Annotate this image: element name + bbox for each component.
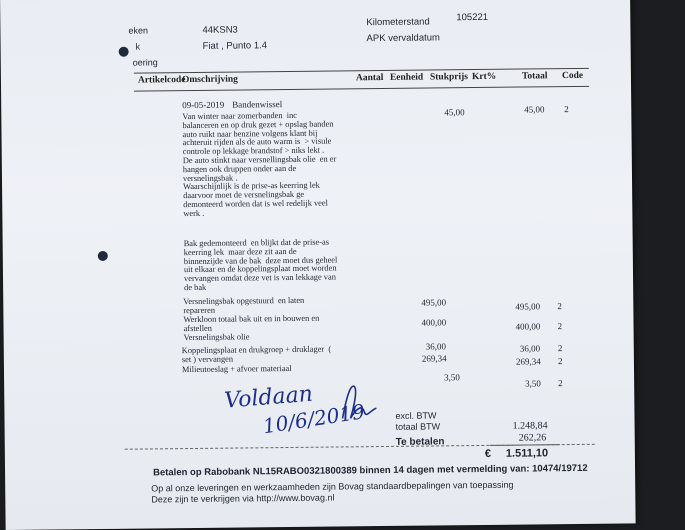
handwritten-date: 10/6/2019 bbox=[261, 399, 367, 439]
punch-hole bbox=[98, 251, 108, 261]
kenteken-value: 44KSN3 bbox=[202, 24, 238, 36]
list-item-code: 2 bbox=[557, 343, 563, 354]
list-item-desc: Milieutoeslag + afvoer materiaal bbox=[181, 363, 292, 375]
kilometerstand-value: 105221 bbox=[456, 11, 489, 24]
apk-label: APK vervaldatum bbox=[366, 32, 440, 45]
kenteken-label: eken bbox=[128, 25, 149, 36]
list-item-stukprijs: 400,00 bbox=[421, 317, 447, 328]
list-item-totaal: 3,50 bbox=[525, 378, 541, 389]
te-betalen-value: 1.511,10 bbox=[505, 447, 549, 460]
list-item-code: 2 bbox=[557, 356, 563, 367]
list-item-stukprijs: 269,34 bbox=[421, 353, 447, 364]
btw-label: totaal BTW bbox=[395, 421, 441, 432]
terms-line-1: Op al onze leveringen en werkzaamheden zijn Bovag standaardbepalingen van toepassing bbox=[151, 479, 514, 494]
col-stukprijs: Stukprijs bbox=[429, 72, 469, 83]
list-item-stukprijs: 495,00 bbox=[421, 297, 447, 308]
te-betalen-label: Te betalen bbox=[395, 436, 445, 448]
payment-instructions: Betalen op Rabobank NL15RABO0321800389 binnen 14 dagen met vermelding van: 10474/19712 bbox=[153, 462, 588, 479]
description-block-2: Bak gedemonteerd en blijkt dat de prise-as keerring lek maar deze zit aan de binnenzijde van de bak deze moet dus geheel uit elkaar en de koppelingsplaat moet worden vervangen omdat deze vet is van lekkage van de bak bbox=[183, 237, 338, 293]
list-item-desc: Koppelingsplaat en drukgroep + druklager ( set ) vervangen bbox=[181, 344, 332, 364]
line-date: 09-05-2019 bbox=[182, 99, 225, 111]
signature-scribble bbox=[336, 378, 380, 422]
col-eenheid: Eenheid bbox=[389, 72, 424, 83]
list-item-code: 2 bbox=[558, 378, 563, 389]
list-item-desc: Versnelingsbak opgestuurd en laten repareren bbox=[183, 295, 305, 315]
list-item-totaal: 495,00 bbox=[515, 301, 541, 312]
list-item-stukprijs: 36,00 bbox=[425, 341, 447, 352]
terms-line-2: Deze zijn te verkrijgen via http://www.bovag.nl bbox=[151, 492, 335, 505]
line-stukprijs: 45,00 bbox=[444, 107, 465, 118]
list-item-totaal: 36,00 bbox=[519, 343, 541, 354]
merk-value: Fiat , Punto 1.4 bbox=[202, 40, 268, 52]
merk-label: k bbox=[135, 41, 141, 52]
list-item-desc: Werkloon totaal bak uit en in bouwen en afstellen bbox=[183, 313, 320, 333]
col-artikelcode: Artikelcode bbox=[137, 75, 186, 86]
col-krt: Krt% bbox=[471, 71, 497, 83]
btw-value: 262,26 bbox=[518, 432, 547, 444]
excl-btw-label: excl. BTW bbox=[395, 410, 437, 421]
omschrijving-label: oering bbox=[132, 57, 158, 68]
list-item-code: 2 bbox=[557, 321, 563, 332]
list-item-code: 2 bbox=[557, 301, 562, 312]
col-code: Code bbox=[561, 70, 584, 82]
col-omschrijving: Omschrijving bbox=[181, 74, 238, 86]
col-totaal: Totaal bbox=[521, 71, 548, 82]
line-code: 2 bbox=[564, 104, 569, 115]
handwritten-paid-note: Voldaan bbox=[223, 381, 314, 414]
punch-hole bbox=[119, 47, 129, 57]
line-totaal: 45,00 bbox=[524, 104, 545, 115]
list-item-totaal: 269,34 bbox=[515, 356, 541, 367]
list-item-totaal: 400,00 bbox=[515, 321, 541, 332]
kilometerstand-label: Kilometerstand bbox=[366, 16, 430, 29]
list-item-desc: Versnelingsbak olie bbox=[183, 332, 250, 343]
col-aantal: Aantal bbox=[355, 72, 384, 84]
description-block-1: Van winter naar zomerbanden inc balanceren en op druk gezet + opslag banden auto ruikt naar benzine volgens klant bij achteruit rijden als de auto warm is > visule controle op lekkage brandstof > niks lekt . De auto stinkt naar versnellingsbak olie en er hangen ook druppen onder aan de versnelingsbak . Waarschijnlijk is de prise-as keerring lek daarvoor moet de versnelingsbak ge demonteerd worden dat is wel redelijk veel werk . bbox=[182, 110, 337, 218]
currency-symbol: € bbox=[484, 447, 492, 460]
table-header bbox=[134, 68, 589, 92]
excl-btw-value: 1.248,84 bbox=[512, 420, 548, 432]
line-title: Bandenwissel bbox=[232, 99, 283, 110]
list-item-stukprijs: 3,50 bbox=[444, 372, 460, 383]
